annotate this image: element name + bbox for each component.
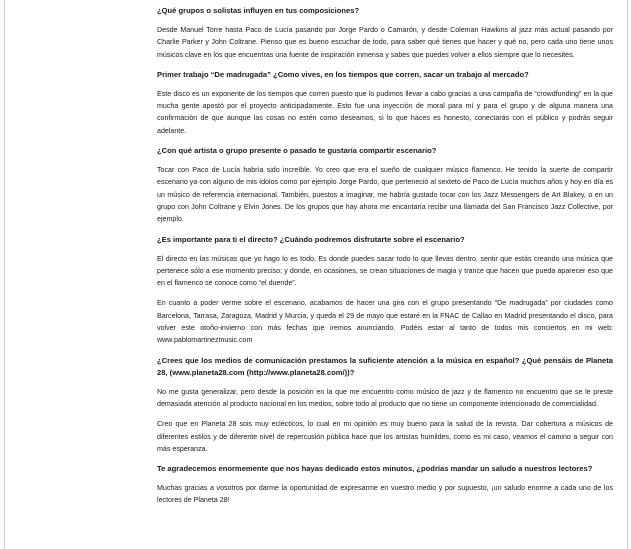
question-heading: ¿Crees que los medios de comunicación prestamos la suficiente atención a la música en español? ¿Qué pensáis de Planeta 28, (www.planeta28.com (http://www.planeta28.com/))? [157,355,613,377]
answer-paragraph: Desde Manuel Torre hasta Paco de Lucía pasando por Jorge Pardo o Camarón, y desde Coleman Hawkins al jazz más actual pasando por Charlie Parker y John Coltrane. Pienso que es bueno escuchar de todo, para saber qué tienes que hacer y qué no, pero cada uno tiene unos músicos clave en los que encuentras una fuente de inspiración inmensa y sabes que puedes volver a ellos siempre que lo necesites. [157,26,613,59]
question-heading: ¿Con qué artista o grupo presente o pasado te gustaría compartir escenario? [157,146,437,156]
left-edge-divider [4,0,5,549]
answer-paragraph: Muchas gracias a vosotros por darme la oportunidad de expresarme en vuestro medio y por supuesto, ¡un saludo enorme a cada uno de los lectores de Planeta 28! [157,484,613,505]
answer-paragraph: Este disco es un exponente de los tiempos que corren puesto que lo pudimos llevar a cabo gracias a una campaña de “crowdfunding” en la que mucha gente apostó por el proyecto anticipadamente. Esto fue una inyección de moral para mí y para el grupo y de alguna manera una confirmación de que aunque las cosas no estén como deseamos, si lo que haces es honesto, conectarás con el público y podrás seguir adelante. [157,89,613,135]
question-heading: Te agradecemos enormemente que nos hayas dedicado estos minutos, ¿podrías mandar un saludo a nuestros lectores? [157,464,593,474]
answer-paragraph: En cuanto a poder verme sobre el escenario, acabamos de hacer una gira con el grupo presentando “De madrugada” por ciudades como Barcelona, Tarrasa, Zaragoza, Madrid y Murcia, y queda el 29 de mayo que estaré en la FNAC de Callao en Madrid presentando el disco, para volver este otoño-invierno con más fechas que iremos anunciando. Podéis estar al tanto de todos mis conciertos en mi web: www.pablomartinezmusic.com [157,299,613,345]
question-heading: Primer trabajo “De madrugada” ¿Como vives, en los tiempos que corren, sacar un trabajo al mercado? [157,69,529,79]
interview-article [157,5,613,515]
answer-paragraph: Tocar con Paco de Lucía habría sido increíble. Yo creo que era el sueño de cualquier músico flamenco. He tenido la suerte de compartir escenario ya con alguno de mis ídolos como por ejemplo Jorge Pardo, que perteneció al sexteto de Paco de Lucía muchos años y hoy en día es un músico de referencia internacional. También, puestos a imaginar, me habría gustado tocar con los Jazz Messengers de Art Blakey, o en un grupo con John Coltrane y Elvin Jones. De los grupos que hay ahora me encantaría recibir una llamada del San Francisco Jazz Collective, por ejemplo. [157,166,613,224]
question-heading: ¿Es importante para ti el directo? ¿Cuándo podremos disfrutarte sobre el escenario? [157,234,465,244]
right-edge-divider [627,0,628,549]
question-heading: ¿Qué grupos o solistas influyen en tus composiciones? [157,6,360,15]
answer-paragraph: Creo que en Planeta 28 sois muy eclécticos, lo cual en mi opinión es muy bueno para la salud de la revista. Dar cobertura a músicos de diferentes estilos y de diferente nivel de repercusión pública hace que los artistas humildes, como es mi caso, veamos el camino a seguir con más esperanza. [157,420,613,453]
answer-paragraph: El directo en las músicas que yo hago lo es todo. Es donde puedes sacar todo lo que llevas dentro, sentir que estás creando una música que pertenece sólo a ese momento preciso; y donde, en ocasiones, se crean situaciones de magia y trance que hacen que pueda aparecer eso que en el flamenco se conoce como “el duende”. [157,254,613,288]
answer-paragraph: No me gusta generalizar, pero desde la posición en la que me encuentro como músico de jazz y de flamenco no encuentro que se le preste demasiada atención al producto nacional en los medios, sobre todo al producto que no tiene un componente intencionado de comercialidad. [157,387,613,408]
